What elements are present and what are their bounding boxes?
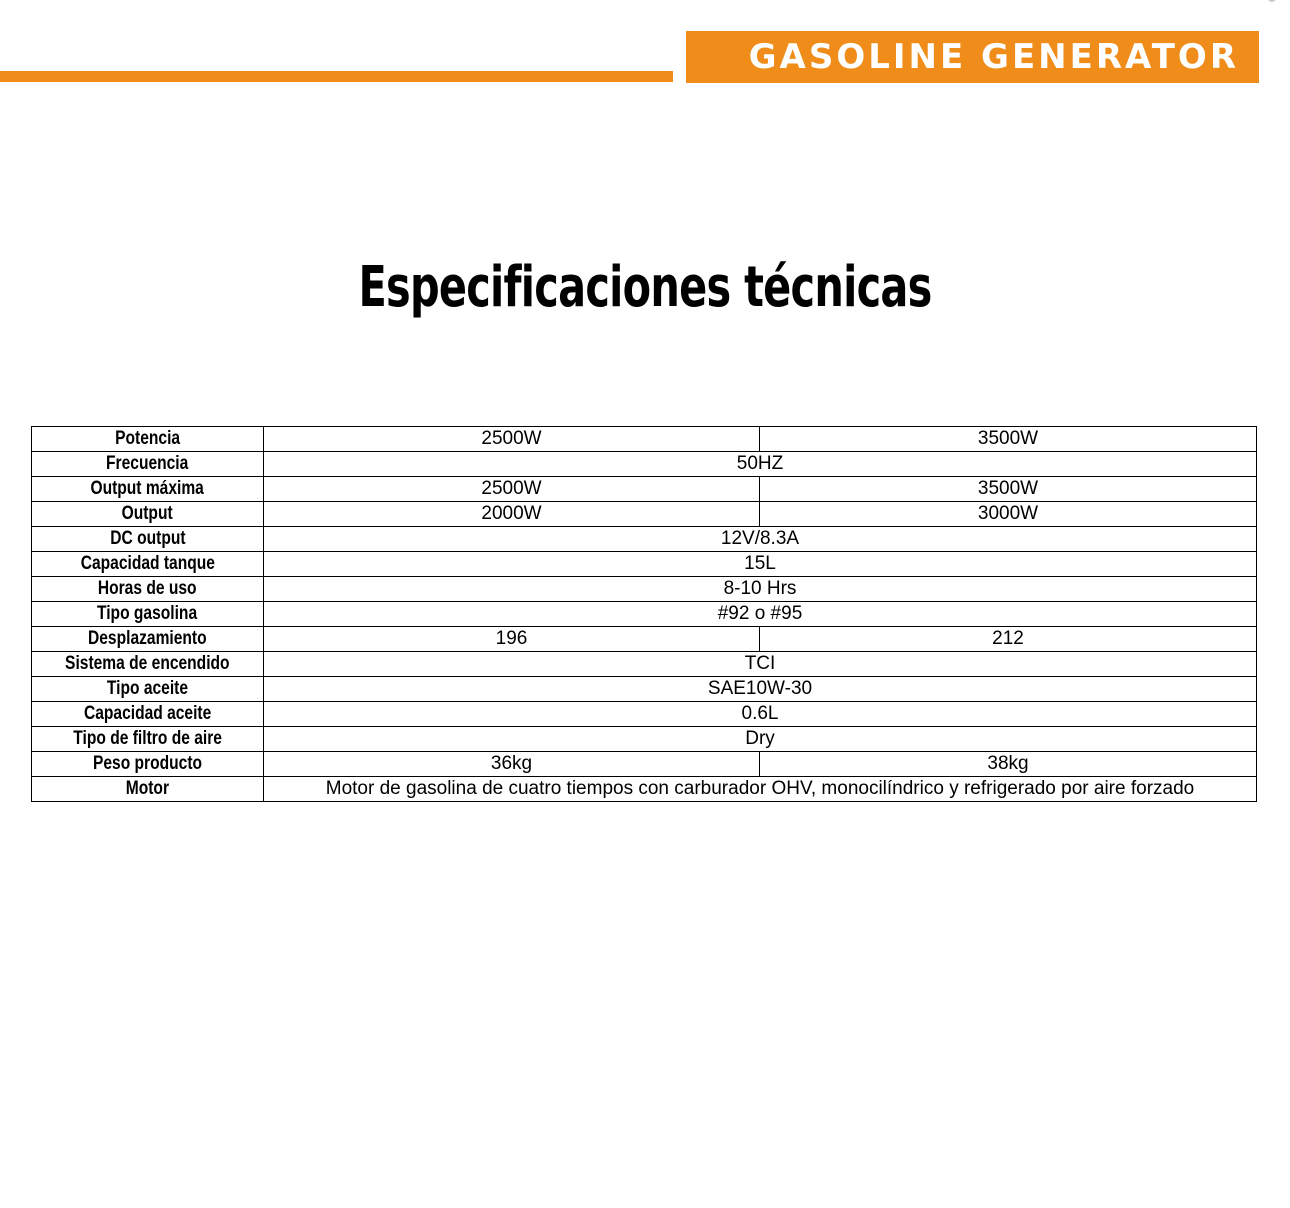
spec-value-2500w-model: 2500W — [264, 477, 760, 502]
spec-label-text: Output — [121, 503, 174, 524]
spec-label — [32, 527, 264, 552]
spec-label — [32, 502, 264, 527]
banner-text: GASOLINE GENERATOR — [748, 37, 1239, 77]
spec-label — [32, 652, 264, 677]
spec-label — [32, 602, 264, 627]
spec-value: 50HZ — [264, 452, 1257, 477]
spec-value-2500w-model: 2000W — [264, 502, 760, 527]
table-row — [32, 777, 1257, 802]
spec-label-text: Desplazamiento — [88, 628, 207, 649]
spec-label-text: Capacidad tanque — [80, 553, 215, 574]
spec-label — [32, 752, 264, 777]
spec-value-3500w-model: 3500W — [760, 477, 1257, 502]
spec-table — [31, 426, 1257, 802]
spec-label — [32, 677, 264, 702]
table-row — [32, 502, 1257, 527]
spec-value: TCI — [264, 652, 1257, 677]
spec-label-text: Horas de uso — [98, 578, 197, 599]
spec-label-text: Frecuencia — [106, 453, 189, 474]
spec-value-2500w-model: 2500W — [264, 427, 760, 452]
table-row — [32, 702, 1257, 727]
spec-label — [32, 427, 264, 452]
spec-label-text: Potencia — [115, 428, 180, 449]
table-row — [32, 727, 1257, 752]
spec-value: Motor de gasolina de cuatro tiempos con carburador OHV, monocilíndrico y refrigerado por aire forzado — [264, 777, 1257, 802]
spec-label — [32, 577, 264, 602]
spec-label-text: Tipo gasolina — [97, 603, 198, 624]
spec-value-3500w-model: 212 — [760, 627, 1257, 652]
spec-label-text: Output máxima — [90, 478, 205, 499]
spec-label-text: Sistema de encendido — [65, 653, 230, 674]
spec-value: #92 o #95 — [264, 602, 1257, 627]
spec-label — [32, 777, 264, 802]
table-row — [32, 752, 1257, 777]
spec-label-text: Motor — [125, 778, 170, 799]
spec-label-text: Tipo de filtro de aire — [73, 728, 222, 749]
page-title: Especificaciones técnicas — [358, 255, 932, 320]
table-row — [32, 602, 1257, 627]
spec-label — [32, 477, 264, 502]
spec-value: 8-10 Hrs — [264, 577, 1257, 602]
table-row — [32, 452, 1257, 477]
spec-value: 15L — [264, 552, 1257, 577]
spec-value: Dry — [264, 727, 1257, 752]
table-row — [32, 527, 1257, 552]
spec-label-text: Capacidad aceite — [83, 703, 212, 724]
spec-label — [32, 727, 264, 752]
spec-label-text: Peso producto — [92, 753, 203, 774]
spec-value: 0.6L — [264, 702, 1257, 727]
spec-label — [32, 552, 264, 577]
table-row — [32, 677, 1257, 702]
table-row — [32, 652, 1257, 677]
spec-value-2500w-model: 196 — [264, 627, 760, 652]
spec-label — [32, 452, 264, 477]
header-accent-line — [0, 71, 673, 82]
spec-label — [32, 627, 264, 652]
spec-value-3500w-model: 38kg — [760, 752, 1257, 777]
spec-value: SAE10W-30 — [264, 677, 1257, 702]
spec-value-2500w-model: 36kg — [264, 752, 760, 777]
spec-label — [32, 702, 264, 727]
spec-table-body — [32, 427, 1257, 802]
header-banner — [686, 31, 1259, 83]
corner-mark — [1268, 0, 1276, 2]
spec-label-text: DC output — [109, 528, 186, 549]
spec-label-text: Tipo aceite — [106, 678, 189, 699]
table-row — [32, 627, 1257, 652]
spec-value-3500w-model: 3500W — [760, 427, 1257, 452]
table-row — [32, 552, 1257, 577]
spec-value-3500w-model: 3000W — [760, 502, 1257, 527]
spec-value: 12V/8.3A — [264, 527, 1257, 552]
table-row — [32, 427, 1257, 452]
table-row — [32, 577, 1257, 602]
table-row — [32, 477, 1257, 502]
